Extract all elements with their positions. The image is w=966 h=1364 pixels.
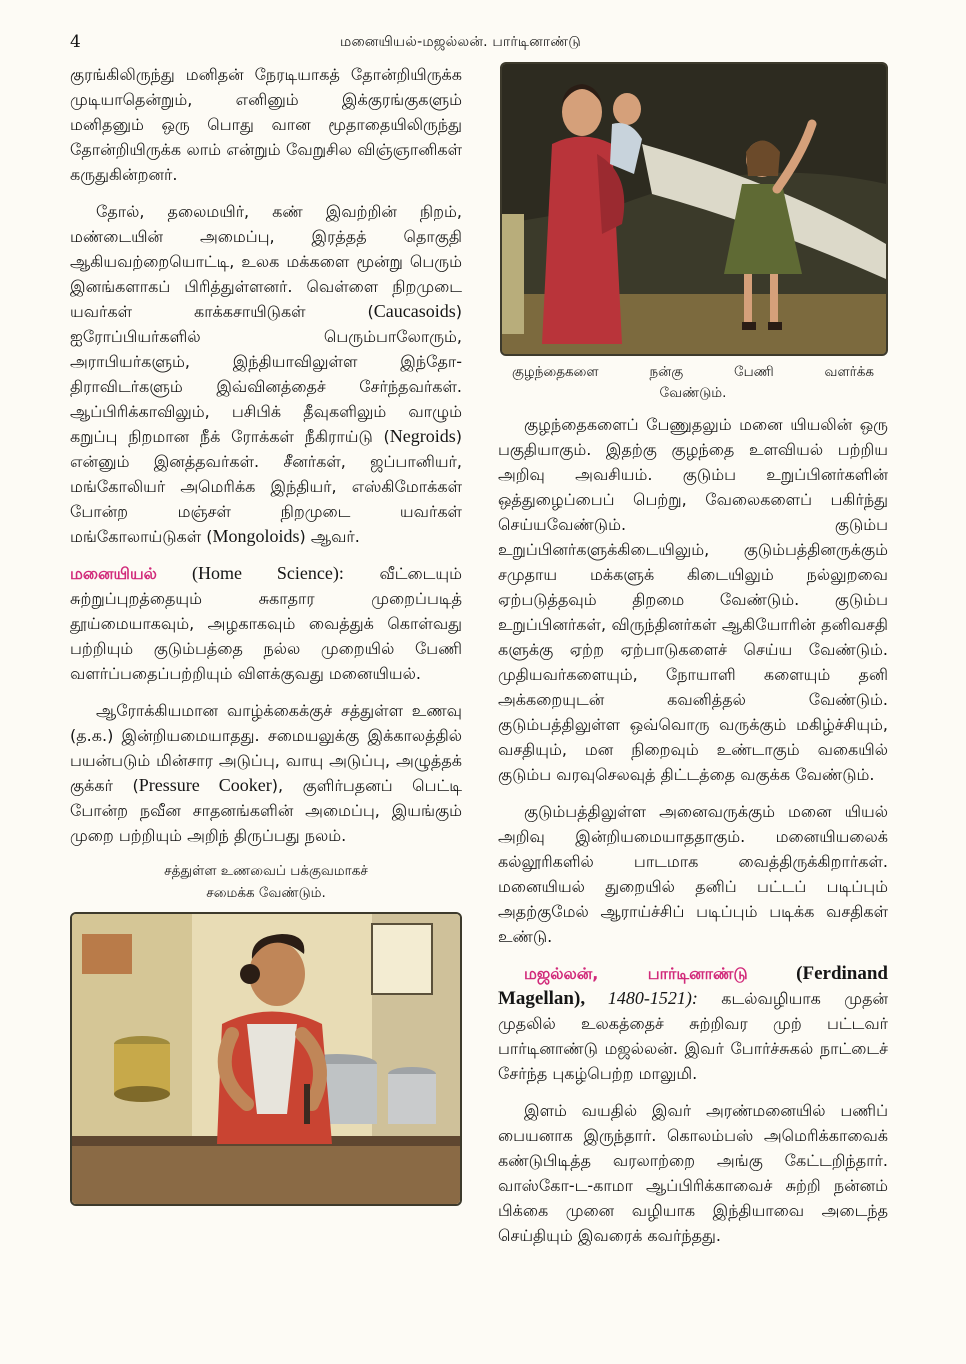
running-title: மனையியல்-மஜல்லன். பார்டினாண்டு [340,34,581,50]
right-column [498,62,888,1260]
left-column [70,62,462,1206]
page-header [70,30,930,60]
paragraph-appliances: ஆரோக்கியமான வாழ்க்கைக்குச் சத்துள்ள உணவு (த.க.) இன்றியமையாதது. சமையலுக்கு இக்காலத்தில் பயன்படும் மின்சார அடுப்பு, வாயு அடுப்பு, அழுத்தக் குக்கர் (Pressure Cooker), குளிர்பதனப் பெட்டி போன்ற நவீன சாதனங்களின் அமைப்பு, இயங்கும் முறை பற்றியும் அறிந் திருப்பது நலம். [70,701,463,845]
paragraph-ape-origin: குரங்கிலிருந்து மனிதன் நேரடியாகத் தோன்றியிருக்க முடியாதென்றும், எனினும் இக்குரங்குகளும் மனிதனும் ஒரு பொது வான மூதாதையிலிருந்து தோன்றியிருக்க லாம் என்றும் வேறுசில விஞ்ஞானிகள் கருதுகின்றனர். [70,65,462,184]
illustration-woman-cooking [70,912,462,1206]
paragraph-races: தோல், தலைமயிர், கண் இவற்றின் நிறம், மண்டையின் அமைப்பு, இரத்தத் தொகுதி ஆகியவற்றையொட்டி, உலக மக்களை மூன்று பெரும் இனங்களாகப் பிரித்துள்ளனர். வெள்ளை நிறமுடை யவர்கள் காக்கசாயிடுகள் (Caucasoids) ஐரோப்பியர்களில் பெரும்பாலோரும், அராபியர்களும், இந்தியாவிலுள்ள இந்தோ-திராவிடர்களும் இவ்வினத்தைச் சேர்ந்தவர்கள். ஆப்பிரிக்காவிலும், பசிபிக் தீவுகளிலும் வாழும் கறுப்பு நிறமான நீக் ரோக்கள் நீகிராய்டு (Negroids) என்னும் இனத்தவர்கள். சீனர்கள், ஜப்பானியர், மங்கோலியர் அமெரிக்க இந்தியர், எஸ்கிமோக்கள் போன்ற மஞ்சள் நிறமுடை யவர்கள் மங்கோலாய்டுகள் (Mongoloids) ஆவர். [70,202,462,546]
entry-term-magellan: மஜல்லன், பார்டினாண்டு [524,964,748,983]
entry-term-home-science: மனையியல் [70,564,157,583]
illustration-mother-children [500,62,888,356]
figure-caption-childcare: குழந்தைகளை நன்கு பேணி வளர்க்க வேண்டும். [512,364,874,401]
page-number: 4 [70,32,81,52]
paragraph-magellan: மஜல்லன், பார்டினாண்டு (Ferdinand Magellan), 1480-1521): கடல்வழியாக முதன் முதலில் உலகத்தைச் சுற்றிவர முற் பட்டவர் பார்டினாண்டு மஜல்லன். இவர் போர்ச்சுகல் நாட்டைச் சேர்ந்த புகழ்பெற்ற மாலுமி. [498,963,888,1083]
paragraph-home-science-education: குடும்பத்திலுள்ள அனைவருக்கும் மனை யியல் அறிவு இன்றியமையாததாகும். மனையியலைக் கல்லூரிகளில் பாடமாக வைத்திருக்கிறார்கள். மனையியல் துறையில் தனிப் பட்டப் படிப்பும் அதற்குமேல் ஆராய்ச்சிப் படிப்பும் படிக்க வசதிகள் உண்டு. [498,802,888,946]
figure-caption-cooking: சத்துள்ள உணவைப் பக்குவமாகச் சமைக்க வேண்டும். [164,863,368,901]
paragraph-childcare: குழந்தைகளைப் பேணுதலும் மனை யியலின் ஒரு பகுதியாகும். இதற்கு குழந்தை உளவியல் பற்றிய அறிவு அவசியம். குடும்ப உறுப்பினர்களின் ஒத்துழைப்பைப் பெற்று, வேலைகளைப் பகிர்ந்து செய்யவேண்டும். குடும்ப உறுப்பினர்களுக்கிடையிலும், குடும்பத்தினருக்கும் சமுதாய மக்களுக் கிடையிலும் நல்லுறவை ஏற்படுத்தவும் திறமை வேண்டும். குடும்ப உறுப்பினர்கள், விருந்தினர்கள் ஆகியோரின் தனிவசதி களுக்கு ஏற்ற ஏற்பாடுகளைச் செய்ய வேண்டும். முதியவர்களையும், நோயாளி களையும் தனி அக்கறையுடன் கவனித்தல் வேண்டும். குடும்பத்திலுள்ள ஒவ்வொரு வருக்கும் மகிழ்ச்சியும், வசதியும், மன நிறைவும் உண்டாகும் வகையில் குடும்ப வரவுசெலவுத் திட்டத்தை வகுக்க வேண்டும். [498,415,888,784]
paragraph-magellan-youth: இளம் வயதில் இவர் அரண்மனையில் பணிப் பையனாக இருந்தார். கொலம்பஸ் அமெரிக்காவைக் கண்டுபிடித்த வரலாற்றை அங்கு கேட்டறிந்தார். வாஸ்கோ-ட-காமா ஆப்பிரிக்காவைச் சுற்றி நன்னம் பிக்கை முனை வழியாக இந்தியாவை அடைந்த செய்தியும் இவரைக் கவர்ந்தது. [498,1101,888,1245]
paragraph-home-science: மனையியல் (Home Science): வீட்டையும் சுற்றுப்புறத்தையும் சுகாதார முறைப்படித் தூய்மையாகவும், அழகாகவும் வைத்துக் கொள்வது பற்றியும் குடும்பத்தை நல்ல முறையில் பேணி வளர்ப்பதைப்பற்றியும் விளக்குவது மனையியல். [70,563,462,683]
